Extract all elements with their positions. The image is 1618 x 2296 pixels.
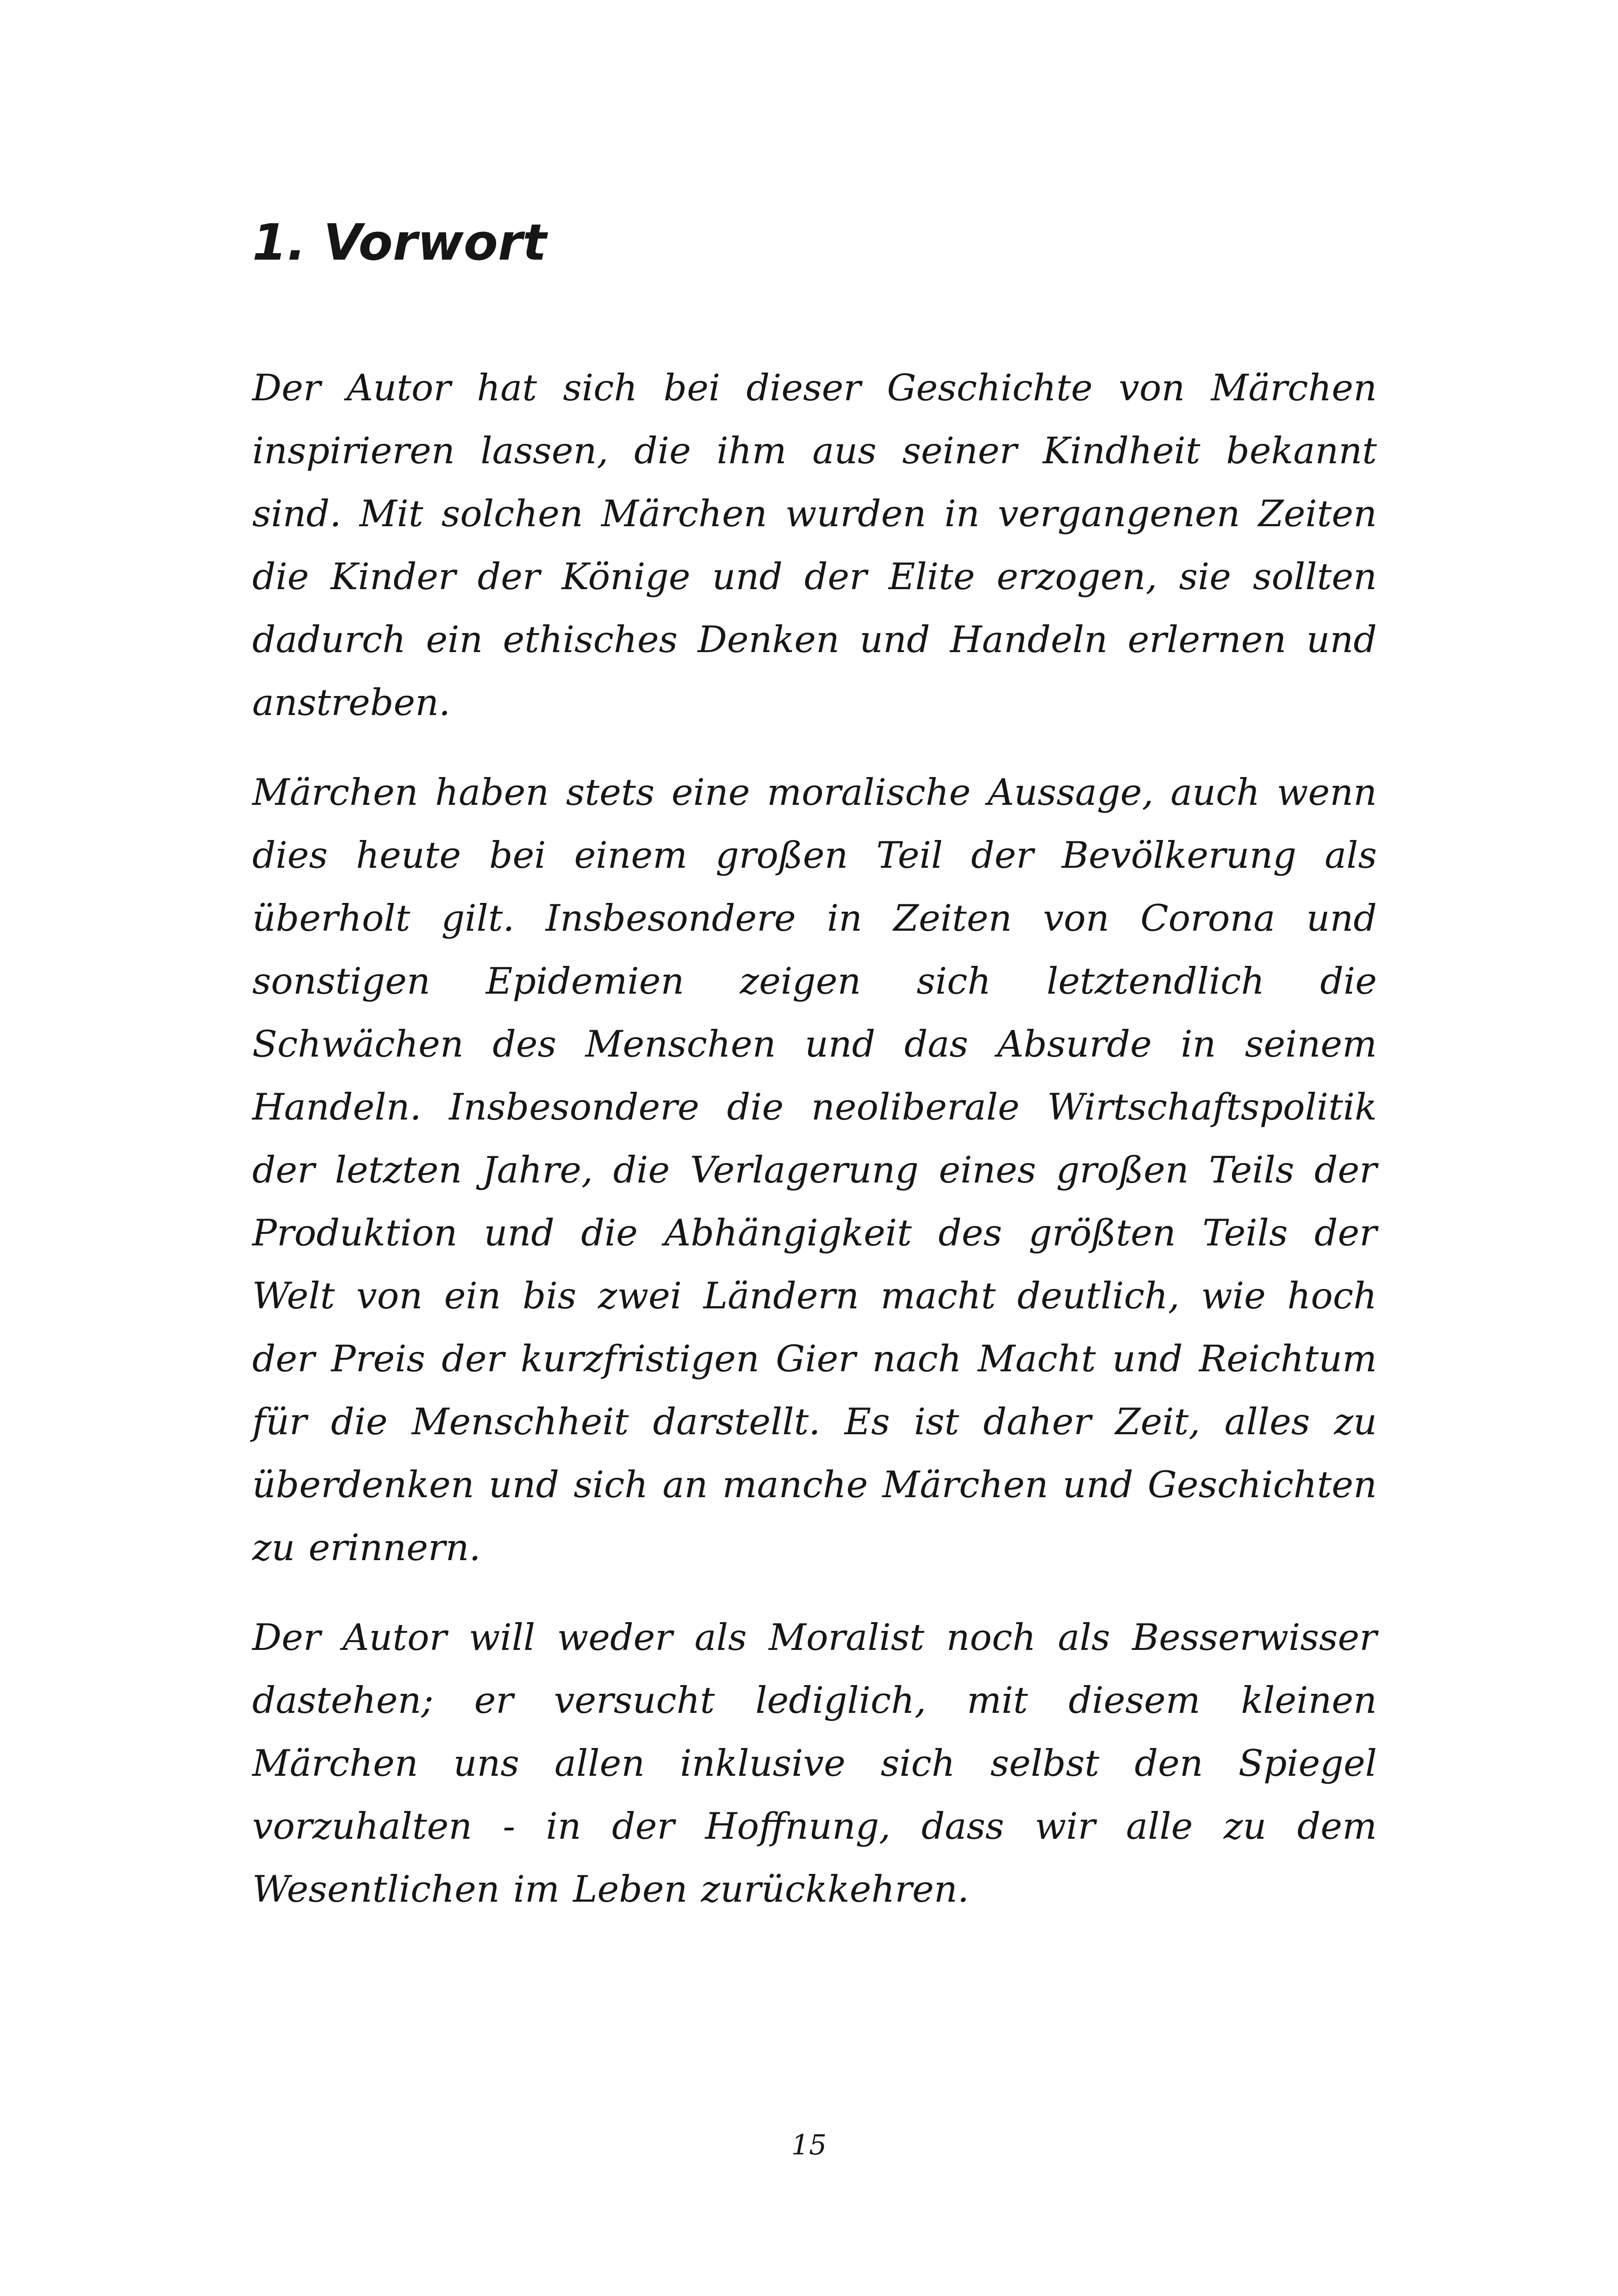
paragraph-3: Der Autor will weder als Moralist noch als Besserwisser dastehen; er versucht lediglich, mit diesem kleinen Märchen uns allen inklusive sich selbst den Spiegel vorzuhalten - in der Hoffnung, dass wir alle zu dem Wesentlichen im Leben zurückkehren. [252, 1616, 1377, 1910]
page-number: 15 [791, 2129, 827, 2161]
paragraph-1: Der Autor hat sich bei dieser Geschichte von Märchen inspirieren lassen, die ihm aus seiner Kindheit bekannt sind. Mit solchen Märchen wurden in vergangenen Zeiten die Kinder der Könige und der Elite erzogen, sie sollten dadurch ein ethisches Denken und Handeln erlernen und anstreben. [252, 367, 1377, 724]
body-text [252, 356, 1377, 1948]
chapter-heading: 1. Vorwort [252, 214, 547, 272]
paragraph-2: Märchen haben stets eine moralische Aussage, auch wenn dies heute bei einem großen Teil der Bevölkerung als überholt gilt. Insbesondere in Zeiten von Corona und sonstigen Epidemien zeigen sich letztendlich die Schwächen des Menschen und das Absurde in seinem Handeln. Insbesondere die neoliberale Wirtschaftspolitik der letzten Jahre, die Verlagerung eines großen Teils der Produktion und die Abhängigkeit des größten Teils der Welt von ein bis zwei Ländern macht deutlich, wie hoch der Preis der kurzfristigen Gier nach Macht und Reichtum für die Menschheit darstellt. Es ist daher Zeit, alles zu überdenken und sich an manche Märchen und Geschichten zu erinnern. [252, 771, 1377, 1569]
